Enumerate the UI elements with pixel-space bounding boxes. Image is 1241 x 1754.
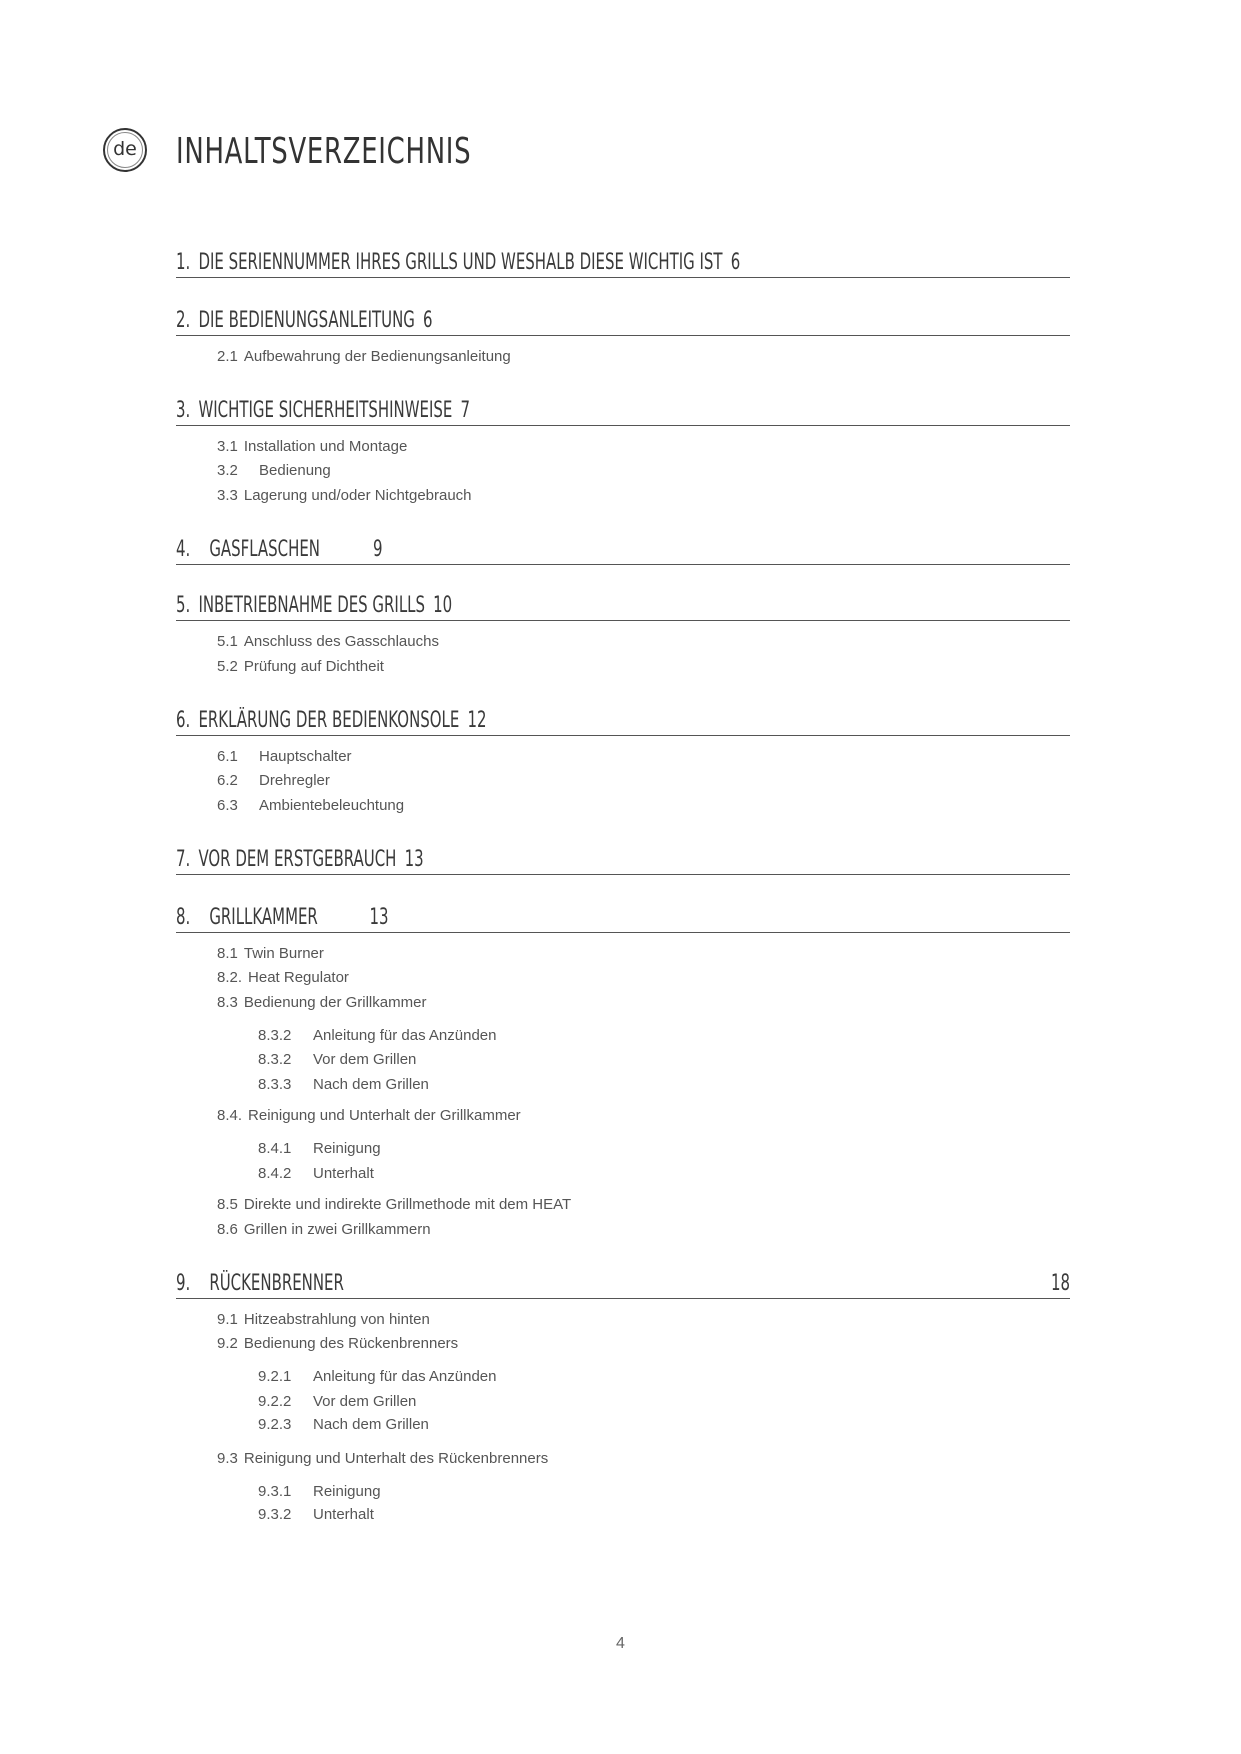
section-number: 4. [176, 537, 191, 562]
section-page: 9 [373, 537, 383, 562]
subsection-title: Vor dem Grillen [313, 1393, 417, 1410]
section-title: WICHTIGE SICHERHEITSHINWEISE [198, 398, 453, 423]
subsection-number: 6.3 [217, 797, 238, 814]
toc-subsection-8-3-3[interactable] [258, 1076, 429, 1093]
section-number: 9. [176, 1271, 191, 1296]
toc-subsection-5-1[interactable] [217, 633, 439, 650]
subsection-title: Unterhalt [313, 1506, 374, 1523]
section-page: 13 [369, 905, 389, 930]
toc-subsection-3-2[interactable] [217, 462, 331, 479]
section-title: GASFLASCHEN [209, 537, 321, 562]
subsection-number: 9.3 [217, 1450, 238, 1467]
subsection-title: Reinigung [313, 1140, 381, 1157]
subsection-title: Bedienung des Rückenbrenners [243, 1335, 459, 1352]
toc-subsection-9-2[interactable] [217, 1335, 458, 1352]
toc-subsection-8-2[interactable] [217, 969, 349, 986]
toc-subsection-3-3[interactable] [217, 487, 472, 504]
subsection-title: Hauptschalter [259, 748, 352, 765]
toc-subsection-2-1[interactable] [217, 348, 511, 365]
subsection-number: 2.1 [217, 348, 238, 365]
subsection-title: Reinigung und Unterhalt des Rückenbrenners [243, 1450, 549, 1467]
subsection-number: 8.1 [217, 945, 238, 962]
toc-section-5[interactable] [176, 590, 1070, 621]
section-page: 18 [1050, 1271, 1070, 1296]
toc-subsection-9-2-2[interactable] [258, 1393, 416, 1410]
toc-subsection-6-1[interactable] [217, 748, 352, 765]
section-title: DIE BEDIENUNGSANLEITUNG [198, 308, 415, 333]
subsection-title: Heat Regulator [248, 969, 349, 986]
subsection-title: Bedienung [259, 462, 331, 479]
section-number: 8. [176, 905, 191, 930]
section-title: VOR DEM ERSTGEBRAUCH [198, 847, 397, 872]
toc-subsection-8-6[interactable] [217, 1221, 431, 1238]
subsection-number: 8.4.2 [258, 1165, 292, 1182]
toc-section-3[interactable] [176, 395, 1070, 426]
subsection-number: 8.4.1 [258, 1140, 292, 1157]
section-title: DIE SERIENNUMMER IHRES GRILLS UND WESHALB DIESE WICHTIG IST [198, 250, 723, 275]
toc-subsection-8-4-2[interactable] [258, 1165, 374, 1182]
toc-subsection-8-3-2[interactable] [258, 1051, 416, 1068]
section-page: 13 [404, 847, 424, 872]
subsection-title: Drehregler [259, 772, 330, 789]
toc-subsection-9-3-1[interactable] [258, 1483, 381, 1500]
subsection-title: Vor dem Grillen [313, 1051, 417, 1068]
subsection-number: 8.3 [217, 994, 238, 1011]
page-number: 4 [616, 1635, 625, 1652]
subsection-number: 6.2 [217, 772, 238, 789]
subsection-number: 8.3.3 [258, 1076, 292, 1093]
section-page: 7 [460, 398, 471, 423]
toc-subsection-8-4[interactable] [217, 1107, 521, 1124]
subsection-number: 8.6 [217, 1221, 238, 1238]
toc-subsection-3-1[interactable] [217, 438, 407, 455]
toc-subsection-8-1[interactable] [217, 945, 324, 962]
subsection-title: Ambientebeleuchtung [259, 797, 405, 814]
subsection-number: 5.2 [217, 658, 238, 675]
subsection-title: Reinigung [313, 1483, 381, 1500]
toc-subsection-9-1[interactable] [217, 1311, 430, 1328]
subsection-title: Nach dem Grillen [313, 1416, 429, 1433]
subsection-number: 5.1 [217, 633, 238, 650]
subsection-number: 3.2 [217, 462, 238, 479]
subsection-number: 9.2.1 [258, 1368, 292, 1385]
subsection-title: Anleitung für das Anzünden [313, 1027, 497, 1044]
subsection-title: Aufbewahrung der Bedienungsanleitung [243, 348, 511, 365]
subsection-title: Nach dem Grillen [313, 1076, 429, 1093]
toc-subsection-9-3[interactable] [217, 1450, 548, 1467]
subsection-title: Bedienung der Grillkammer [243, 994, 427, 1011]
toc-subsection-9-2-1[interactable] [258, 1368, 496, 1385]
section-title: ERKLÄRUNG DER BEDIENKONSOLE [198, 708, 460, 733]
subsection-title: Lagerung und/oder Nichtgebrauch [243, 487, 472, 504]
toc-section-4[interactable] [176, 534, 1070, 565]
subsection-number: 3.1 [217, 438, 238, 455]
section-number: 6. [176, 708, 191, 733]
subsection-title: Anleitung für das Anzünden [313, 1368, 497, 1385]
subsection-number: 9.1 [217, 1311, 238, 1328]
toc-section-9[interactable] [176, 1268, 1070, 1299]
section-number: 2. [176, 308, 191, 333]
subsection-number: 6.1 [217, 748, 238, 765]
subsection-title: Twin Burner [243, 945, 324, 962]
subsection-number: 8.5 [217, 1196, 238, 1213]
toc-section-2[interactable] [176, 305, 1070, 336]
toc-subsection-8-4-1[interactable] [258, 1140, 381, 1157]
section-page: 6 [423, 308, 433, 333]
section-number: 7. [176, 847, 191, 872]
toc-subsection-6-2[interactable] [217, 772, 330, 789]
section-number: 5. [176, 593, 191, 618]
subsection-number: 8.3.2 [258, 1027, 292, 1044]
section-page: 12 [467, 708, 487, 733]
subsection-title: Grillen in zwei Grillkammern [243, 1221, 431, 1238]
section-title: RÜCKENBRENNER [209, 1271, 344, 1296]
toc-subsection-9-2-3[interactable] [258, 1416, 429, 1433]
toc-subsection-8-3[interactable] [217, 994, 426, 1011]
subsection-number: 8.4. [217, 1107, 243, 1124]
subsection-title: Hitzeabstrahlung von hinten [243, 1311, 430, 1328]
toc-subsection-8-5[interactable] [217, 1196, 571, 1213]
section-title: INBETRIEBNAHME DES GRILLS [198, 593, 425, 618]
subsection-number: 8.2. [217, 969, 243, 986]
subsection-number: 3.3 [217, 487, 238, 504]
section-title: GRILLKAMMER [209, 905, 318, 930]
section-page: 6 [730, 250, 741, 275]
subsection-number: 9.2.2 [258, 1393, 292, 1410]
section-page: 10 [433, 593, 453, 618]
subsection-title: Unterhalt [313, 1165, 374, 1182]
subsection-title: Direkte und indirekte Grillmethode mit dem HEAT [243, 1196, 572, 1213]
language-badge-text: de [113, 138, 137, 160]
toc-subsection-5-2[interactable] [217, 658, 384, 675]
subsection-title: Reinigung und Unterhalt der Grillkammer [248, 1107, 521, 1124]
subsection-title: Prüfung auf Dichtheit [243, 658, 384, 675]
toc-subsection-8-3-1[interactable] [258, 1027, 496, 1044]
toc-section-6[interactable] [176, 705, 1070, 736]
toc-section-1[interactable] [176, 247, 1070, 278]
toc-section-8[interactable] [176, 902, 1070, 933]
page-title: INHALTSVERZEICHNIS [176, 131, 472, 172]
subsection-number: 9.3.2 [258, 1506, 292, 1523]
toc-subsection-6-3[interactable] [217, 797, 404, 814]
subsection-title: Installation und Montage [243, 438, 408, 455]
subsection-title: Anschluss des Gasschlauchs [243, 633, 439, 650]
subsection-number: 8.3.2 [258, 1051, 292, 1068]
toc-section-7[interactable] [176, 844, 1070, 875]
subsection-number: 9.2.3 [258, 1416, 292, 1433]
toc-subsection-9-3-2[interactable] [258, 1506, 374, 1523]
section-number: 1. [176, 250, 191, 275]
subsection-number: 9.2 [217, 1335, 238, 1352]
subsection-number: 9.3.1 [258, 1483, 292, 1500]
section-number: 3. [176, 398, 191, 423]
